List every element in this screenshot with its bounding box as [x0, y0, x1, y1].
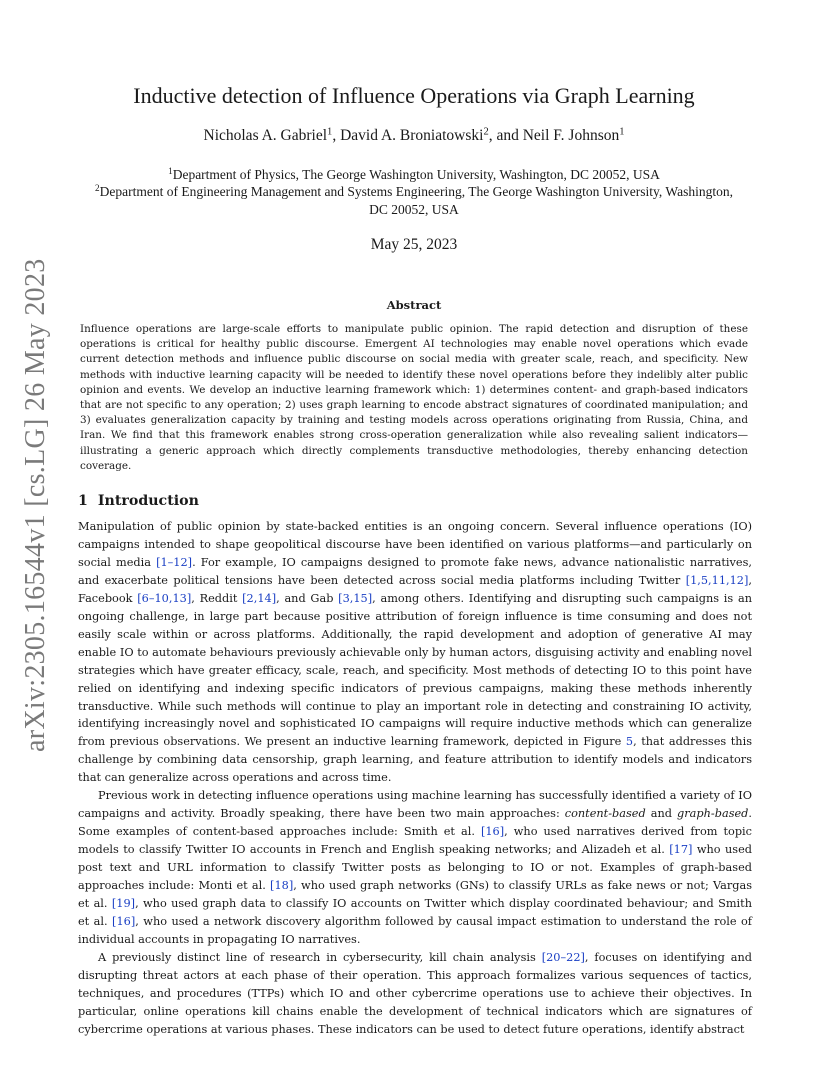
paragraph-text: Previous work in detecting influence operations using machine learning has successfully identified a variety of IO campaigns and activity. Broadly speaking, there have been two main approaches: [78, 789, 752, 821]
paragraph-text: , and Gab [276, 591, 339, 605]
author-name: David A. Broniatowski [340, 127, 484, 144]
author-name: Neil F. Johnson [522, 127, 620, 144]
paragraph-text: , who used graph data to classify IO accounts on Twitter which display coordinated behaviour; and Smith et al. [78, 897, 752, 928]
introduction-body [78, 518, 752, 1039]
paragraph-text: , among others. Identifying and disrupting such campaigns is an ongoing challenge, in large part because positive attribution of foreign influence is time consuming and does not easily scale within or across platforms. Additionally, the rapid development and adoption of generative AI may enable IO to automate behaviours previously achievable only by human actors, disguising activity and enabling novel strategies which have greater efficacy, scale, reach, and specificity. Most methods of detecting IO to this point have relied on identifying and indexing specific indicators of previous campaigns, making these methods inherently transductive. While such methods will continue to play an important role in detecting and constraining IO activity, identifying increasingly novel and sophisticated IO campaigns will require inductive methods which can generalize from previous observations. We present an inductive learning framework, depicted in Figure [78, 591, 752, 749]
paragraph-text: Manipulation of public opinion by state-backed entities is an ongoing concern. Several influence operations (IO) campaigns intended to shape geopolitical discourse have been identified on various platforms—and particularly on social media [78, 520, 752, 569]
paragraph-text: . For example, IO campaigns designed to promote fake news, advance nationalistic narratives, and exacerbate political tensions have been detected across social media platforms including Twitter [78, 555, 752, 587]
author-name: Nicholas A. Gabriel [203, 127, 328, 144]
paragraph-text: who used post text and URL information to classify Twitter posts as belonging to IO or not. Examples of graph-based approaches include: Monti et al. [78, 843, 753, 893]
paragraph-text: , Reddit [191, 591, 243, 605]
citation-link[interactable]: [20–22] [541, 950, 585, 964]
citation-link[interactable]: [16] [112, 914, 136, 928]
paragraph-text: A previously distinct line of research in cybersecurity, kill chain analysis [98, 950, 542, 964]
citation-link[interactable]: [6–10,13] [137, 591, 192, 605]
paragraph-text: , who used a network discovery algorithm followed by causal impact estimation to understand the role of individual accounts in propagating IO narratives. [78, 914, 752, 946]
affiliation-text: Department of Engineering Management and Systems Engineering, The George Washington University, Washington, DC 20052, USA [99, 184, 733, 217]
affiliation-2 [90, 183, 738, 219]
affiliation-marker: 2 [483, 126, 489, 138]
citation-link[interactable]: [17] [669, 843, 693, 857]
paragraph-text: , who used graph networks (GNs) to classify URLs as fake news or not; Vargas et al. [78, 879, 752, 911]
citation-link[interactable]: [19] [111, 897, 136, 911]
citation-link[interactable]: [18] [270, 879, 294, 893]
paragraph-text: , that addresses this challenge by combining data censorship, graph learning, and feature attribution to identify models and indicators that can generalize across operations and across time. [78, 735, 752, 785]
paragraph-2 [78, 787, 752, 949]
paragraph-text: , who used narratives derived from topic models to classify Twitter IO accounts in French and English speaking networks; and Alizadeh et al. [78, 825, 752, 857]
abstract-heading: Abstract [386, 298, 442, 312]
paragraph-3 [78, 949, 752, 1039]
affiliation-marker: 1 [619, 126, 625, 138]
publication-date: May 25, 2023 [370, 236, 458, 253]
emphasis-text: content-based [564, 807, 646, 821]
paragraph-text: and [645, 807, 678, 821]
citation-link[interactable]: [2,14] [242, 591, 277, 605]
abstract-text: Influence operations are large-scale efforts to manipulate public opinion. The rapid detection and disruption of these operations is critical for healthy public discourse. Emergent AI technologies may enable novel operations which evade current detection methods and influence public discourse on social media with greater scale, reach, and specificity. New methods with inductive learning capacity will be needed to identify these novel operations before they indelibly alter public opinion and events. We develop an inductive learning framework which: 1) determines content- and graph-based indicators that are not specific to any operation; 2) uses graph learning to encode abstract signatures of coordinated manipulation; and 3) evaluates generalization capacity by training and testing models across operations originating from Russia, China, and Iran. We find that this framework enables strong cross-operation generalization while also revealing salient indicators—illustrating a generic approach which directly complements transductive methodologies, thereby enhancing detection coverage. [80, 323, 748, 472]
figure-link[interactable]: 5 [625, 735, 634, 749]
author-list [0, 126, 828, 146]
paper-title: Inductive detection of Influence Operations via Graph Learning [133, 83, 695, 108]
citation-link[interactable]: [1,5,11,12] [685, 573, 749, 587]
affiliation-marker: 1 [327, 126, 333, 138]
affiliation-marker: 1 [168, 166, 173, 177]
arxiv-identifier: arXiv:2305.16544v1 [cs.LG] 26 May 2023 [20, 258, 51, 752]
paragraph-text: . Some examples of content-based approaches include: Smith et al. [78, 807, 752, 839]
paragraph-text: , focuses on identifying and disrupting threat actors at each phase of their operation. This approach formalizes various sequences of tactics, techniques, and procedures (TTPs) which IO and other cybercrime operations use to achieve their objectives. In particular, online operations kill chains enable the development of technical indicators which are signatures of cybercrime operations at various phases. These indicators can be used to detect future operations, identify abstract [78, 950, 752, 1036]
section-heading [78, 493, 199, 509]
author-separator: , [332, 127, 341, 144]
citation-link[interactable]: [3,15] [338, 591, 373, 605]
citation-link[interactable]: [16] [480, 825, 505, 839]
emphasis-text: graph-based [677, 807, 749, 821]
affiliation-1 [90, 166, 738, 184]
paragraph-text: , Facebook [78, 573, 752, 605]
paragraph-1 [78, 518, 752, 787]
section-title: Introduction [97, 493, 199, 509]
author-separator: , and [488, 127, 523, 144]
affiliation-text: Department of Physics, The George Washington University, Washington, DC 20052, USA [172, 167, 660, 182]
citation-link[interactable]: [1–12] [156, 555, 193, 569]
affiliation-marker: 2 [95, 183, 100, 194]
section-number: 1 [78, 493, 88, 509]
